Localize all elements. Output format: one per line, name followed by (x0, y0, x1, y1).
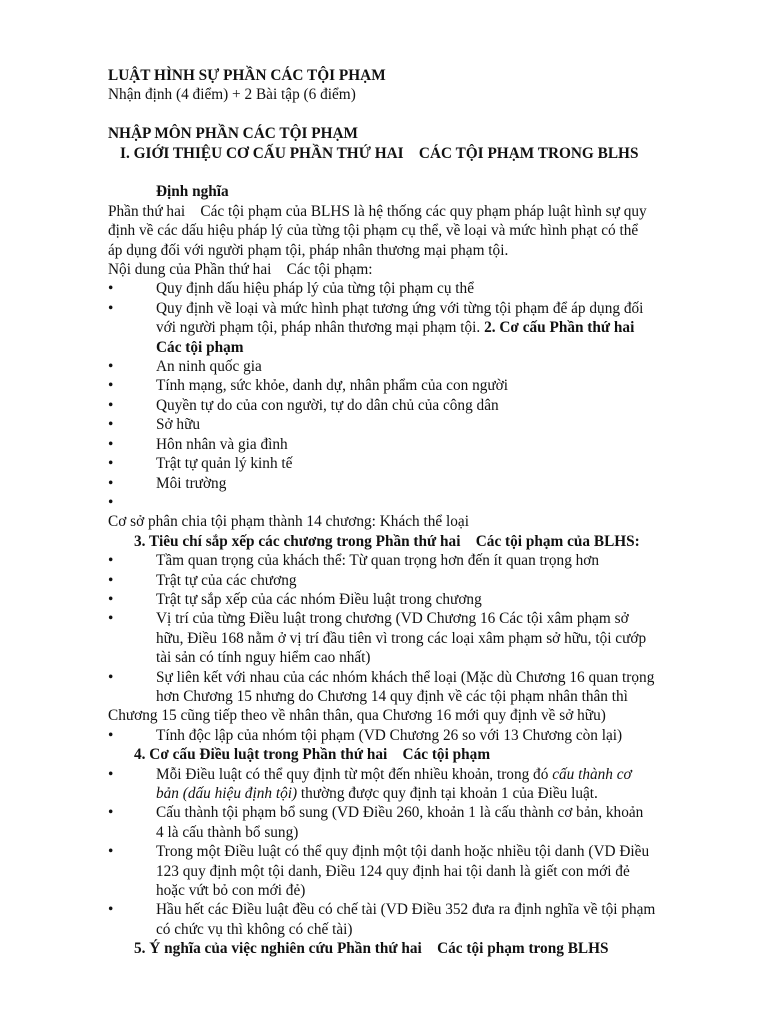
heading-3: 3. Tiêu chí sắp xếp các chương trong Phần thứ hai Các tội phạm của BLHS: (134, 532, 640, 550)
structure-item-text (156, 494, 160, 511)
structure-item (108, 435, 710, 454)
heading-5: 5. Ý nghĩa của việc nghiên cứu Phần thứ hai Các tội phạm trong BLHS (134, 940, 609, 958)
structure-item-text: Môi trường (156, 474, 227, 492)
structure-item (108, 357, 710, 376)
section-1-heading: I. GIỚI THIỆU CƠ CẤU PHẦN THỨ HAI CÁC TỘI PHẠM TRONG BLHS (120, 144, 639, 162)
bullet-glyph: • (108, 804, 114, 822)
definition-line: áp dụng đối với người phạm tội, pháp nhân thương mại phạm tội. (108, 241, 509, 259)
criteria-item-continuation: tài sản có tính nguy hiểm cao nhất) (156, 649, 371, 667)
bullet-glyph: • (108, 474, 114, 492)
criteria-item-continuation: Chương 15 cũng tiếp theo về nhân thân, qua Chương 16 mới quy định về sở hữu) (108, 707, 606, 725)
list-item-text: với người phạm tội, pháp nhân thương mại phạm tội. (156, 319, 481, 337)
article-item (108, 842, 710, 861)
criteria-item (108, 571, 710, 590)
article-item-continuation: hoặc vứt bỏ con mới đẻ) (156, 882, 306, 900)
bullet-glyph: • (108, 377, 114, 395)
article-item-continuation: có chức vụ thì không có chế tài) (156, 920, 353, 938)
bullet-glyph: • (108, 280, 114, 298)
document-subtitle: Nhận định (4 điểm) + 2 Bài tập (6 điểm) (108, 86, 356, 104)
bullet-glyph: • (108, 901, 114, 919)
article-item-continuation: 4 là cấu thành bổ sung) (156, 823, 299, 841)
spacer (108, 163, 710, 182)
article-item (108, 765, 710, 784)
heading-4: 4. Cơ cấu Điều luật trong Phần thứ hai Các tội phạm (134, 746, 491, 764)
list-item (108, 279, 710, 298)
article-item-italic: cấu thành cơ (552, 765, 632, 783)
article-item (108, 803, 710, 822)
bullet-glyph: • (108, 435, 114, 453)
bullet-glyph: • (108, 843, 114, 861)
bullet-glyph: • (108, 571, 114, 589)
bullet-glyph: • (108, 396, 114, 414)
list-item-continuation (108, 318, 710, 337)
bullet-glyph: • (108, 299, 114, 317)
criteria-item-text: Vị trí của từng Điều luật trong chương (VD Chương 16 Các tội xâm phạm sở (156, 610, 629, 628)
structure-item-text: An ninh quốc gia (156, 358, 262, 376)
article-item-text: Trong một Điều luật có thể quy định một tội danh hoặc nhiều tội danh (VD Điều (156, 843, 650, 861)
bullet-glyph: • (108, 416, 114, 434)
criteria-item-continuation: hơn Chương 15 nhưng do Chương 14 quy định về các tội phạm nhân thân thì (156, 687, 628, 705)
criteria-item-text: Trật tự của các chương (156, 571, 297, 589)
heading-2-part-b: Các tội phạm (156, 338, 244, 356)
structure-item-text: Trật tự quản lý kinh tế (156, 455, 293, 473)
criteria-item-text: Sự liên kết với nhau của các nhóm khách thể loại (Mặc dù Chương 16 quan trọng (156, 668, 655, 686)
heading-2-part-a: 2. Cơ cấu Phần thứ hai (484, 319, 635, 337)
bullet-glyph: • (108, 358, 114, 376)
structure-item-text: Tính mạng, sức khỏe, danh dự, nhân phẩm của con người (156, 377, 508, 395)
list-item (108, 299, 710, 318)
article-item (108, 900, 710, 919)
criteria-item-continuation: hữu, Điều 168 nằm ở vị trí đầu tiên vì trong các loại xâm phạm sở hữu, tội cướp (156, 629, 647, 647)
structure-item (108, 454, 710, 473)
criteria-item-text: Trật tự sắp xếp của các nhóm Điều luật trong chương (156, 590, 482, 608)
article-item-text: Hầu hết các Điều luật đều có chế tài (VD Điều 352 đưa ra định nghĩa về tội phạm (156, 901, 656, 919)
structure-item (108, 474, 710, 493)
document-title: LUẬT HÌNH SỰ PHẦN CÁC TỘI PHẠM (108, 67, 386, 84)
structure-item (108, 396, 710, 415)
article-item-text: thường được quy định tại khoản 1 của Điều luật. (297, 785, 598, 802)
spacer (108, 105, 710, 124)
bullet-glyph: • (108, 610, 114, 628)
bullet-glyph: • (108, 455, 114, 473)
bullet-glyph: • (108, 668, 114, 686)
bullet-glyph: • (108, 552, 114, 570)
structure-item-empty (108, 493, 710, 512)
criteria-item (108, 668, 710, 687)
article-item-continuation: 123 quy định một tội danh, Điều 124 quy định hai tội danh là giết con mới đẻ (156, 862, 630, 880)
list-item-text: Quy định dấu hiệu pháp lý của từng tội phạm cụ thể (156, 280, 474, 298)
definition-line: Phần thứ hai Các tội phạm của BLHS là hệ thống các quy phạm pháp luật hình sự quy (108, 202, 647, 220)
criteria-item (108, 726, 710, 745)
definition-line: định về các dấu hiệu pháp lý của từng tội phạm cụ thể, về loại và mức hình phạt có thể (108, 222, 639, 240)
bullet-glyph: • (108, 726, 114, 744)
definition-heading: Định nghĩa (156, 183, 229, 201)
article-item-italic: bản (dấu hiệu định tội) (156, 785, 298, 802)
section-title: NHẬP MÔN PHẦN CÁC TỘI PHẠM (108, 125, 358, 143)
structure-item (108, 376, 710, 395)
criteria-item (108, 590, 710, 609)
content-intro: Nội dung của Phần thứ hai Các tội phạm: (108, 261, 373, 279)
criteria-item-text: Tính độc lập của nhóm tội phạm (VD Chương 26 so với 13 Chương còn lại) (156, 726, 623, 744)
criteria-item-text: Tầm quan trọng của khách thể: Từ quan trọng hơn đến ít quan trọng hơn (156, 552, 600, 570)
bullet-glyph: • (108, 493, 114, 511)
structure-item-text: Quyền tự do của con người, tự do dân chủ của công dân (156, 396, 499, 414)
structure-item-text: Hôn nhân và gia đình (156, 435, 288, 453)
article-item-text: Mỗi Điều luật có thể quy định từ một đến nhiều khoản, trong đó (156, 765, 553, 783)
criteria-item (108, 609, 710, 628)
article-item-text: Cấu thành tội phạm bổ sung (VD Điều 260, khoản 1 là cấu thành cơ bản, khoản (156, 804, 644, 822)
bullet-glyph: • (108, 765, 114, 783)
structure-item-text: Sở hữu (156, 416, 201, 434)
bullet-glyph: • (108, 590, 114, 608)
basis-line: Cơ sở phân chia tội phạm thành 14 chương: Khách thể loại (108, 513, 469, 531)
article-item-continuation (108, 784, 710, 803)
structure-item (108, 415, 710, 434)
criteria-item (108, 551, 710, 570)
list-item-text: Quy định về loại và mức hình phạt tương ứng với từng tội phạm để áp dụng đối (156, 299, 644, 317)
